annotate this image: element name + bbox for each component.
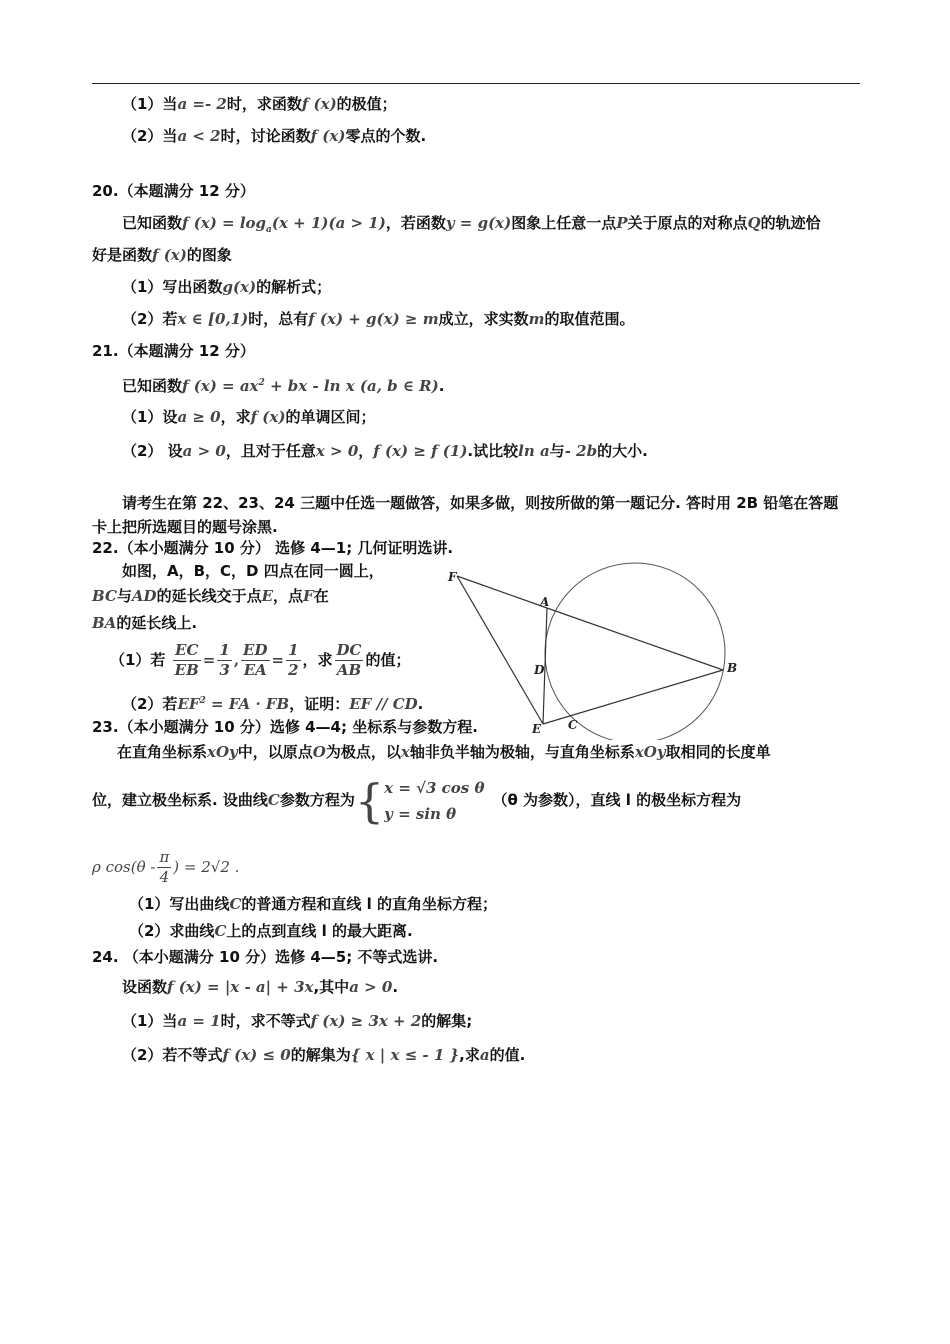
q24-part1: （1）当a = 1时，求不等式f (x) ≥ 3x + 2的解集; (122, 1012, 473, 1030)
label-A: A (540, 595, 550, 609)
fraction-ed-ea: $\frac{ED}{EA}$ (243, 641, 268, 679)
notice-line2: 卡上把所选题目的题号涂黑. (92, 518, 278, 536)
q23-stem-line2: 位，建立极坐标系. 设曲线C参数方程为{ x = √3 cos θ y = sin θ （θ 为参数），直线 l 的极坐标方程为 (92, 773, 742, 828)
q22-stem-line3: BA的延长线上. (92, 614, 198, 632)
parametric-system: x = √3 cos θ y = sin θ (384, 778, 485, 823)
q22-part1: （1）若 $\frac{EC}{EB}$ = $\frac{1}{3}$ , $\frac{ED}{EA}$ = $\frac{1}{2}$ ，求 $\frac{DC}{AB}$ 的值； (110, 641, 411, 679)
q19-part1: （1）当a =- 2时，求函数f (x)的极值； (122, 95, 397, 113)
q20-stem-line2: 好是函数f (x)的图象 (92, 246, 232, 264)
q23-part1: （1）写出曲线C的普通方程和直线 l 的直角坐标方程； (129, 895, 497, 913)
q20-part2: （2）若x ∈ [0,1)时，总有f (x) + g(x) ≥ m成立，求实数m的取值范围。 (122, 310, 635, 328)
fraction-one-half: $\frac{1}{2}$ (288, 641, 299, 679)
q22-header: 22.（本小题满分 10 分） 选修 4—1; 几何证明选讲. (92, 539, 454, 557)
q23-header: 23.（本小题满分 10 分）选修 4—4; 坐标系与参数方程. (92, 718, 478, 736)
notice-line1: 请考生在第 22、23、24 三题中任选一题做答，如果多做，则按所做的第一题记分. 答时用 2B 铅笔在答题 (122, 494, 839, 512)
q24-part2: （2）若不等式f (x) ≤ 0的解集为{ x | x ≤ - 1 },求a的值. (122, 1046, 526, 1064)
label-D: D (534, 663, 545, 677)
q20-header: 20.（本题满分 12 分） (92, 182, 255, 200)
q20-part1: （1）写出函数g(x)的解析式； (122, 278, 332, 296)
label-F: F (448, 570, 457, 584)
header-rule (92, 83, 860, 84)
q22-stem-line2: BC与AD的延长线交于点E，点F在 (92, 587, 329, 605)
label-E: E (532, 722, 542, 736)
line-FE (457, 576, 543, 724)
q22-stem-line1: 如图，A，B，C，D 四点在同一圆上， (122, 562, 384, 580)
q21-part2: （2） 设a > 0，且对于任意x > 0，f (x) ≥ f (1).试比较ln a与- 2b的大小. (122, 442, 648, 460)
q21-header: 21.（本题满分 12 分） (92, 342, 255, 360)
q21-part1: （1）设a ≥ 0，求f (x)的单调区间； (122, 408, 376, 426)
circle (545, 563, 725, 740)
fraction-pi-over-4: $\frac{\pi}{4}$ (159, 848, 170, 886)
fraction-one-third: $\frac{1}{3}$ (219, 641, 230, 679)
label-B: B (727, 661, 738, 675)
q23-polar-equation: ρ cos(θ - $\frac{\pi}{4}$ ) = 2√2 . (92, 848, 240, 886)
circle-geometry-figure (440, 560, 740, 740)
q21-stem: 已知函数f $(x) = ax^2$ + bx - ln x (a, b ∈ R). (122, 377, 445, 395)
line-FA (457, 576, 550, 609)
q19-part2: （2）当a < 2时，讨论函数f (x)零点的个数. (122, 127, 427, 145)
q24-stem: 设函数f (x) = |x - a| + 3x,其中a > 0. (122, 978, 399, 996)
q23-part2: （2）求曲线C上的点到直线 l 的最大距离. (129, 922, 413, 940)
q23-stem-line1: 在直角坐标系xOy中，以原点O为极点，以x轴非负半轴为极轴，与直角坐标系xOy取相同的长度单 (117, 743, 771, 761)
q20-stem-line1: 已知函数f $(x) = \log_a(x + 1)(a > 1)$，若函数y = g(x)图象上任意一点P关于原点的对称点Q的轨迹恰 (122, 214, 821, 235)
line-EB (543, 670, 723, 724)
fraction-ec-eb: $\frac{EC}{EB}$ (174, 641, 199, 679)
q22-part2: （2）若$EF^2$ = FA · FB，证明：EF // CD. (122, 695, 424, 713)
line-AB (547, 608, 723, 670)
label-C: C (568, 718, 578, 732)
left-brace: { (354, 773, 385, 828)
fraction-dc-ab: $\frac{DC}{AB}$ (336, 641, 362, 679)
q24-header: 24. （本小题满分 10 分）选修 4—5; 不等式选讲. (92, 948, 439, 966)
